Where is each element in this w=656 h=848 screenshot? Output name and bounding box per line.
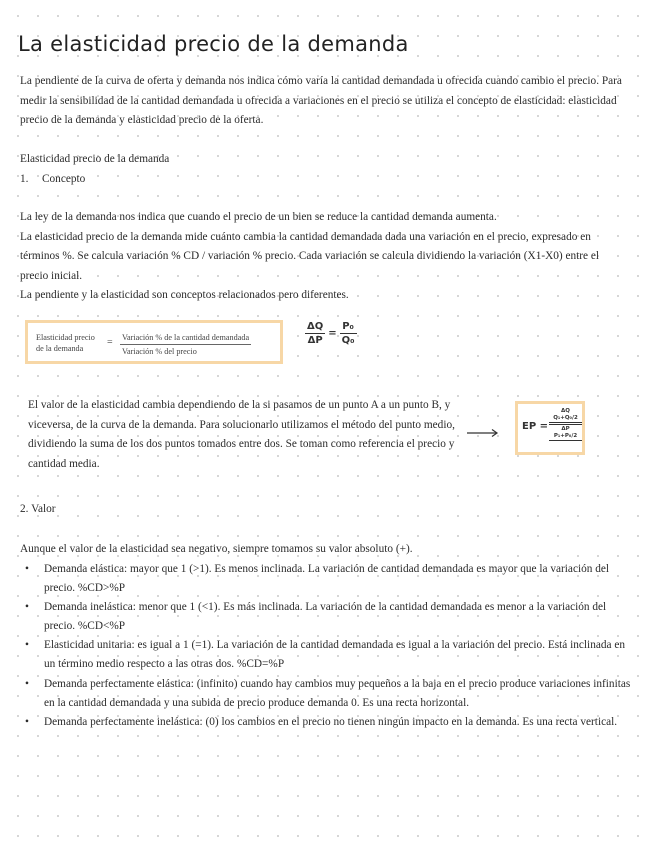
bottom-numerator: ΔP (561, 426, 570, 432)
list-item-text: Demanda elástica: mayor que 1 (>1). Es menos inclinada. La variación de cantidad demandada es mayor que la variación del precio. %CD>%P (44, 563, 610, 595)
list-item-text: Demanda perfectamente elástica: (infinito) cuando hay cambios muy pequeños a la baja en el precio produce variaciones infinitas en la cantidad demandada y una subida de precio produce demanda 0. Es una recta horizontal. (44, 677, 631, 709)
formula-denominator: Variación % del precio (122, 347, 197, 356)
numbered-item-concepto (20, 170, 85, 190)
fraction-denominator: Q₀ (341, 335, 355, 346)
bullet-icon: • (25, 715, 29, 728)
list-item-text: Demanda perfectamente inelástica: (0) los cambios en el precio no tienen ningún impacto en la demanda. Es una recta vertical. (44, 715, 618, 728)
concept-line: La pendiente y la elasticidad son conceptos relacionados pero diferentes. (20, 289, 349, 302)
top-denominator: Q₁+Q₀/2 (549, 415, 582, 423)
page-title: La elasticidad precio de la demanda (18, 32, 409, 56)
concept-paragraphs (20, 208, 630, 306)
midpoint-paragraph: El valor de la elasticidad cambia dependiendo de la si pasamos de un punto A a un punto B, y viceversa, de la curva de la demanda. Para solucionarlo utilizamos el método del punto medio, dividiendo la suma de los dos puntos tomados entre dos. Se toman como referencia el precio y cantidad media. (28, 399, 455, 470)
list-item (20, 598, 632, 636)
formula-equals: = (107, 337, 113, 348)
elasticity-definition-formula (25, 320, 283, 364)
fraction-denominator: ΔP (307, 335, 323, 346)
main-fraction-bar (549, 424, 582, 425)
item-label: Concepto (42, 173, 86, 185)
concept-line: La elasticidad precio de la demanda mide cuánto cambia la cantidad demandada dada una variación en el precio, expresado en términos %. Se calcula variación % CD / variación % precio. Cada variación se calcula dividiendo la variación (X1-X0) entre el precio inicial. (20, 230, 600, 282)
bullet-icon: • (25, 639, 29, 652)
bullet-icon: • (25, 563, 29, 575)
formula-left-line: Elasticidad precio (36, 333, 95, 342)
list-item (20, 560, 632, 598)
formula-fraction (120, 331, 251, 358)
intro-paragraph: La pendiente de la curva de oferta y demanda nos indica cómo varía la cantidad demandada u ofrecida cuando cambio el precio. Para medir la sensibilidad de la cantidad demandada u ofrecida a variaciones en el precio se utiliza el concepto de elasticidad: elasticidad precio de la demanda y elasticidad precio de la oferta. (20, 75, 622, 127)
formula-equals: = (328, 328, 337, 339)
top-numerator: ΔQ (561, 408, 570, 414)
formula-left-line: de la demanda (36, 344, 84, 353)
list-item (20, 713, 632, 732)
midpoint-elasticity-formula (515, 401, 585, 455)
numbered-item-valor: 2. Valor (20, 503, 56, 515)
list-item-text: Elasticidad unitaria: es igual a 1 (=1). La variación de la cantidad demandada es igual a la variación del precio. Está inclinada en un término medio respecto a las otras dos. %CD=%P (44, 639, 626, 671)
item-number: 1. (20, 173, 29, 185)
bullet-icon: • (25, 677, 29, 690)
ep-label: EP = (522, 421, 549, 432)
list-item (20, 675, 632, 713)
fraction-numerator: P₀ (340, 321, 357, 334)
formula-numerator: Variación % de la cantidad demandada (120, 331, 251, 345)
concept-line: La ley de la demanda nos indica que cuando el precio de un bien se reduce la cantidad demanda aumenta. (20, 211, 497, 223)
elasticity-types-list (20, 560, 632, 732)
fraction-numerator: ΔQ (307, 321, 324, 332)
bullet-icon: • (25, 601, 29, 614)
formula-left-side (36, 332, 95, 354)
ep-compound-fraction (549, 408, 582, 441)
value-intro: Aunque el valor de la elasticidad sea negativo, siempre tomamos su valor absoluto (+). (20, 543, 413, 555)
section-heading: Elasticidad precio de la demanda (20, 153, 170, 165)
price-quantity-fraction (340, 321, 357, 346)
ratio-formula (305, 321, 357, 346)
right-arrow-icon (466, 425, 500, 443)
bottom-denominator: P₁+P₀/2 (549, 433, 582, 441)
delta-fraction (305, 321, 325, 346)
list-item-text: Demanda inelástica: menor que 1 (<1). Es más inclinada. La variación de la cantidad demandada es menor a la variación del precio. %CD<%P (44, 601, 607, 633)
list-item (20, 636, 632, 674)
